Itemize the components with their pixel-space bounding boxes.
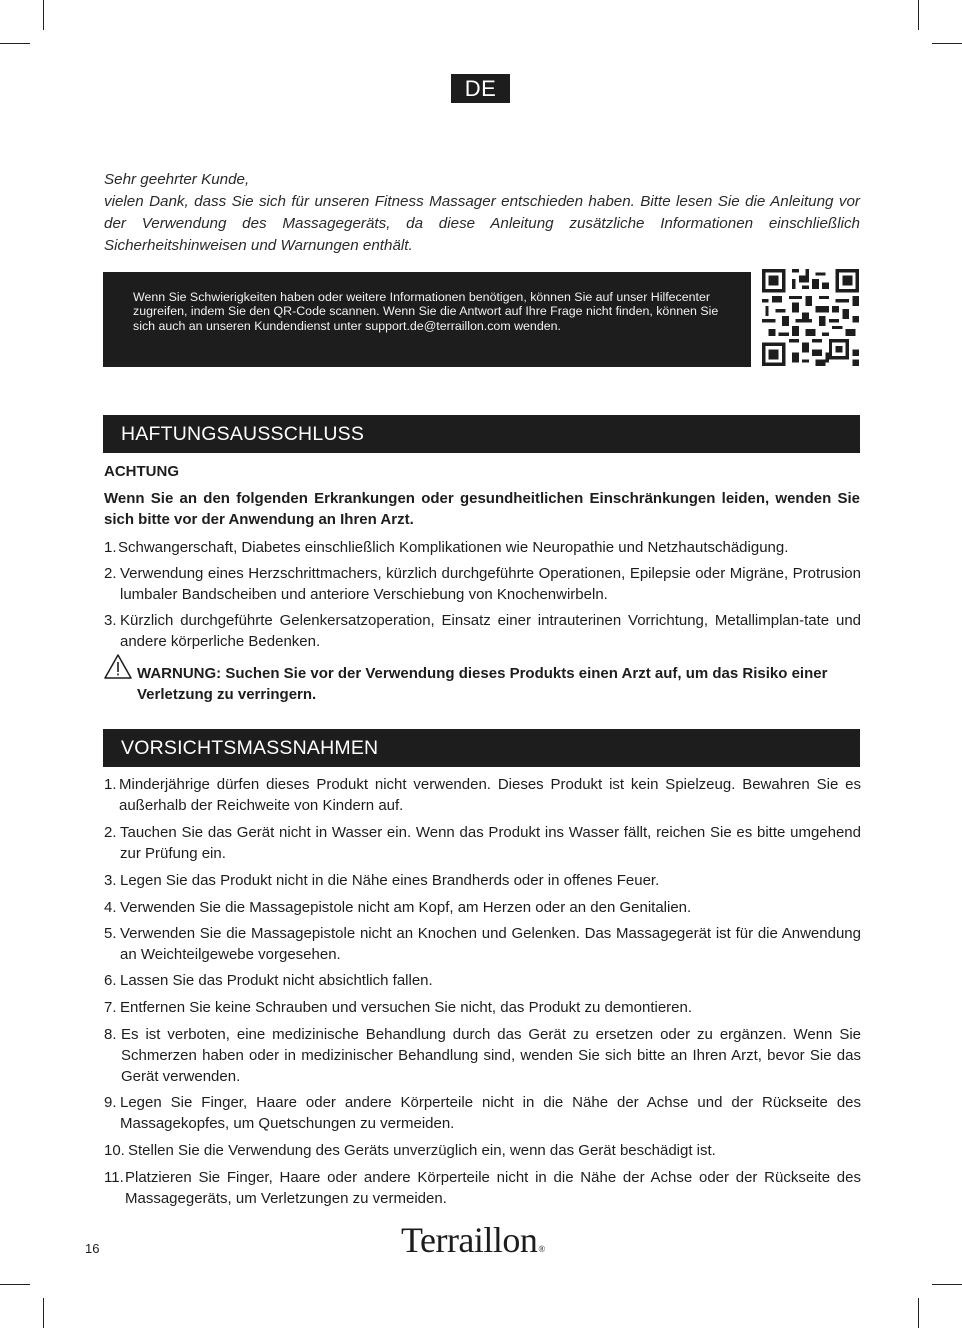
list-item-text: Lassen Sie das Produkt nicht absichtlich fallen. <box>120 972 433 989</box>
list-item <box>104 822 861 864</box>
list-item-number: 8. <box>104 1026 117 1043</box>
list-item <box>104 563 861 605</box>
list-item-text: Stellen Sie die Verwendung des Geräts unverzüglich ein, wenn das Gerät beschädigt ist. <box>128 1142 716 1159</box>
intro-body: vielen Dank, dass Sie sich für unseren Fitness Massager entschieden haben. Bitte lesen Sie die Anleitung vor der Verwendung des Massagegeräts, da diese Anleitung zusätzliche Informationen einschließlich Sicherheitshinweisen und Warnungen enthält. <box>104 193 860 254</box>
list-item <box>104 1092 861 1134</box>
crop-mark <box>43 0 44 30</box>
list-item <box>104 1024 861 1087</box>
list-item-text: Entfernen Sie keine Schrauben und versuchen Sie nicht, das Produkt zu demontieren. <box>120 999 693 1016</box>
list-item-text: Legen Sie das Produkt nicht in die Nähe eines Brandherds oder in offenes Feuer. <box>120 872 660 889</box>
warning-triangle-icon <box>103 653 133 680</box>
list-item-text: Legen Sie Finger, Haare oder andere Körperteile nicht in die Nähe der Achse und der Rückseite des Massagekopfes, um Quetschungen zu vermeiden. <box>120 1094 861 1132</box>
list-item-text: Verwendung eines Herzschrittmachers, kürzlich durchgeführte Operationen, Epilepsie oder Migräne, Protrusion lumbaler Bandscheiben und anteriore Verschiebung von Knochenwirbeln. <box>120 565 861 603</box>
list-item-text: Verwenden Sie die Massagepistole nicht am Kopf, am Herzen oder an den Genitalien. <box>120 899 692 916</box>
list-item-number: 6. <box>104 972 117 989</box>
list-item-number: 1. <box>104 776 117 793</box>
list-item-number: 11. <box>104 1169 124 1186</box>
list-item-number: 7. <box>104 999 117 1016</box>
caution-label: ACHTUNG <box>104 463 179 480</box>
crop-mark <box>932 43 962 44</box>
support-info-box <box>103 272 751 367</box>
list-item-number: 3. <box>104 872 117 889</box>
list-item <box>104 923 861 965</box>
list-item-text: Es ist verboten, eine medizinische Behandlung durch das Gerät zu ersetzen oder zu ergänzen. Wenn Sie Schmerzen haben oder in medizinischer Behandlung sind, wenden Sie sich bitte an Ihren Arzt, bevor Sie das Gerät verwenden. <box>121 1026 861 1085</box>
list-item <box>104 610 861 652</box>
list-item-text: Tauchen Sie das Gerät nicht in Wasser ein. Wenn das Produkt ins Wasser fällt, reichen Sie es bitte umgehend zur Prüfung ein. <box>120 824 861 862</box>
intro-greeting: Sehr geehrter Kunde, <box>104 171 250 188</box>
brand-logo <box>401 1220 545 1269</box>
list-item <box>104 997 861 1018</box>
list-item <box>104 1167 861 1209</box>
crop-mark <box>918 0 919 30</box>
page-number: 16 <box>85 1241 100 1256</box>
crop-mark <box>918 1298 919 1328</box>
list-item-text: Verwenden Sie die Massagepistole nicht an Knochen und Gelenken. Das Massagegerät ist für die Anwendung an Weichteilgewebe vorgesehen. <box>120 925 861 963</box>
crop-mark <box>0 1284 30 1285</box>
list-item-text: Platzieren Sie Finger, Haare oder andere Körperteile nicht in die Nähe der Achse oder der Rückseite des Massagegeräts, um Verletzungen zu vermeiden. <box>125 1169 861 1207</box>
list-item-text: Kürzlich durchgeführte Gelenkersatzoperation, Einsatz einer intrauterinen Vorrichtung, Metallimplan-tate und andere körperliche Bedenken. <box>120 612 861 650</box>
list-item <box>104 970 861 991</box>
list-item-number: 9. <box>104 1094 117 1111</box>
list-item <box>104 870 861 891</box>
support-info-text: Wenn Sie Schwierigkeiten haben oder weitere Informationen benötigen, können Sie auf unser Hilfecenter zugreifen, indem Sie den QR-Code scannen. Wenn Sie die Antwort auf Ihre Frage nicht finden, können Sie sich auch an unseren Kundendienst unter support.de@terraillon.com wenden. <box>133 290 719 333</box>
list-item-number: 5. <box>104 925 117 942</box>
caution-intro: Wenn Sie an den folgenden Erkrankungen oder gesundheitlichen Einschränkungen leiden, wenden Sie sich bitte vor der Anwendung an Ihren Arzt. <box>104 490 860 528</box>
list-item <box>104 897 861 918</box>
list-item-number: 10. <box>104 1142 125 1159</box>
list-item-number: 3. <box>104 612 117 629</box>
registered-mark: ® <box>538 1244 545 1254</box>
list-item <box>104 774 861 816</box>
list-item-text: Minderjährige dürfen dieses Produkt nicht verwenden. Dieses Produkt ist kein Spielzeug. Bewahren Sie es außerhalb der Reichweite von Kindern auf. <box>119 776 861 814</box>
list-item-number: 4. <box>104 899 117 916</box>
crop-mark <box>932 1284 962 1285</box>
list-item <box>104 1140 861 1161</box>
precautions-heading: VORSICHTSMASSNAHMEN <box>103 729 860 767</box>
disclaimer-heading: HAFTUNGSAUSSCHLUSS <box>103 415 860 453</box>
qr-code-icon[interactable] <box>762 269 859 366</box>
language-badge: DE <box>451 74 510 103</box>
crop-mark <box>0 43 30 44</box>
list-item <box>104 537 861 558</box>
list-item-text: Schwangerschaft, Diabetes einschließlich Komplikationen wie Neuropathie und Netzhautschädigung. <box>118 539 789 556</box>
list-item-number: 1. <box>104 539 117 556</box>
brand-logo-text: Terraillon <box>401 1220 538 1260</box>
crop-mark <box>43 1298 44 1328</box>
warning-text: WARNUNG: Suchen Sie vor der Verwendung dieses Produkts einen Arzt auf, um das Risiko einer Verletzung zu verringern. <box>137 665 828 703</box>
list-item-number: 2. <box>104 565 117 582</box>
list-item-number: 2. <box>104 824 117 841</box>
